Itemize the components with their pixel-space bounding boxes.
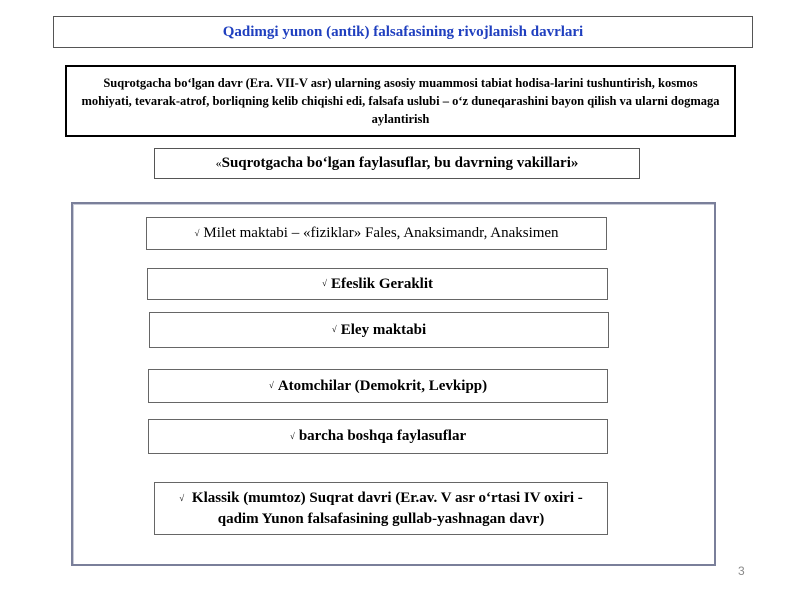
page-number: 3 [738,564,745,578]
subtitle-open-quote: « [215,156,222,170]
list-item-milet-school [146,217,607,250]
list-item-classical-period [154,482,608,535]
list-item-label: Efeslik Geraklit [330,275,434,292]
subtitle-text: Suqrotgacha boʻlgan faylasuflar, bu davrning vakillari» [221,155,579,171]
list-item-label: Eley maktabi [340,321,427,338]
check-icon: √ [194,227,200,238]
check-icon: √ [179,492,185,503]
list-item-label: Klassik (mumtoz) Suqrat davri (Er.av. V asr oʻrtasi IV oxiri - qadim Yunon falsafasining gullab-yashnagan davr) [191,489,583,527]
subtitle-box [154,148,640,179]
list-item-label-wrap [165,488,597,530]
list-item-other-philosophers [148,419,608,454]
list-item-atomists [148,369,608,403]
check-icon: √ [268,380,274,390]
list-item-heraclitus [147,268,608,300]
list-item-label: Atomchilar (Demokrit, Levkipp) [277,377,488,394]
title-box [53,16,753,48]
check-icon: √ [289,430,295,441]
check-icon: √ [321,278,327,288]
check-icon: √ [331,324,337,334]
list-item-label: barcha boshqa faylasuflar [298,428,467,444]
list-item-label: Milet maktabi – «fiziklar» Fales, Anaksimandr, Anaksimen [203,225,559,241]
page-title: Qadimgi yunon (antik) falsafasining rivojlanish davrlari [222,23,584,40]
intro-text: Suqrotgacha boʻlgan davr (Era. VII-V asr) ularning asosiy muammosi tabiat hodisa-larini tushuntirish, kosmos mohiyati, tevarak-atrof, borliqning kelib chiqishi edi, falsafa uslubi – oʻz duneqarashini bayon qilish va ularni dogmaga aylantirish [65,65,736,137]
list-item-eleatic-school [149,312,609,348]
